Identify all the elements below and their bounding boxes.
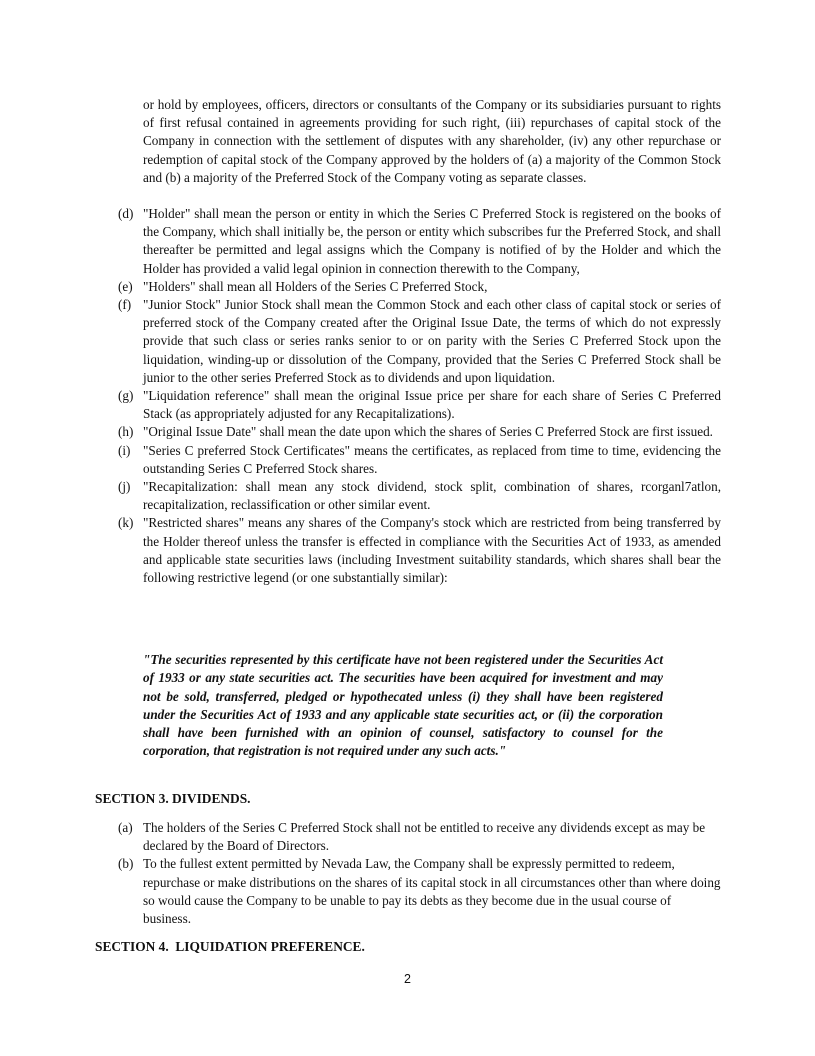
definition-label: (d) xyxy=(118,206,134,221)
definition-item xyxy=(118,514,721,587)
definition-label: (f) xyxy=(118,297,132,313)
definition-item xyxy=(118,205,721,278)
definition-item xyxy=(118,442,721,478)
definition-text: "Series C preferred Stock Certificates" means the certificates, as replaced from time to time, evidencing the outstanding Series C Preferred Stock shares. xyxy=(143,442,721,476)
definition-text: "Restricted shares" means any shares of the Company's stock which are restricted from being transferred by the Holder thereof unless the transfer is effected in compliance with the Securities Act of 1933, as amended and applicable state securities laws (including Investment suitability standards, which shares shall bear the following restrictive legend (or one substantially similar): xyxy=(143,515,721,586)
definition-label: (k) xyxy=(118,515,134,531)
dividend-item xyxy=(118,819,721,855)
definition-text: "Liquidation reference" shall mean the original Issue price per share for each share of Series C Preferred Stack (as appropriately adjusted for any Recapitalizations). xyxy=(143,388,721,422)
definition-label: (i) xyxy=(118,442,131,458)
page-number: 2 xyxy=(404,972,411,986)
dividends-list xyxy=(118,819,721,928)
definitions-list xyxy=(118,205,721,587)
restrictive-legend: "The securities represented by this certificate have not been registered under the Securities Act of 1933 or any state securities act. The securities have been acquired for investment and may not be sold, transferred, pledged or hypothecated unless (i) they shall have been registered under the Securities Act of 1933 and any applicable state securities act, or (ii) the corporation shall have been furnished with an opinion of counsel, satisfactory to counsel for the corporation, that registration is not required under any such acts." xyxy=(143,652,663,759)
definition-label: (e) xyxy=(118,278,133,294)
dividend-text: To the fullest extent permitted by Nevada Law, the Company shall be expressly permitted to redeem, repurchase or make distributions on the shares of its capital stock in all circumstances other than where doing so would cause the Company to be unable to pay its debts as they become due in the usual course of business. xyxy=(143,856,721,927)
definition-text: "Recapitalization: shall mean any stock dividend, stock split, combination of shares, rcorganl7atlon, recapitalization, reclassification or other similar event. xyxy=(143,479,721,513)
definition-label: (h) xyxy=(118,424,134,440)
definition-text: "Holders" shall mean all Holders of the Series C Preferred Stock, xyxy=(143,278,488,294)
intro-paragraph: or hold by employees, officers, directors or consultants of the Company or its subsidiaries pursuant to rights of first refusal contained in agreements providing for such right, (iii) repurchases of capital stock of the Company in connection with the settlement of disputes with any shareholder, (iv) any other repurchase or redemption of capital stock of the Company approved by the holders of (a) a majority of the Common Stock and (b) a majority of the Preferred Stock of the Company voting as separate classes. xyxy=(143,97,721,185)
definition-text: "Junior Stock" Junior Stock shall mean the Common Stock and each other class of capital stock or series of preferred stock of the Company created after the Original Issue Date, the terms of which do not expressly provide that such class or series ranks senior to or on parity with the Series C Preferred Stock upon the liquidation, winding-up or dissolution of the Company, provided that the Series C Preferred Stock shall be junior to the other series Preferred Stock as to dividends and upon liquidation. xyxy=(143,297,721,385)
definition-text: "Original Issue Date" shall mean the date upon which the shares of Series C Preferred Stock are first issued. xyxy=(143,424,713,440)
dividend-label: (a) xyxy=(118,820,133,835)
definition-item xyxy=(118,296,721,387)
section-3-heading: SECTION 3. DIVIDENDS. xyxy=(95,791,251,806)
definition-item xyxy=(118,387,721,423)
definition-label: (g) xyxy=(118,388,134,404)
dividend-text: The holders of the Series C Preferred Stock shall not be entitled to receive any dividends except as may be declared by the Board of Directors. xyxy=(143,820,706,854)
definition-text: "Holder" shall mean the person or entity in which the Series C Preferred Stock is registered on the books of the Company, which shall initially be, the person or entity which subscribes fur the Preferred Stock, and shall thereafter be permitted and legal assigns which the Company is notified of by the Holder and which the Holder has provided a valid legal opinion in connection therewith to the Company, xyxy=(143,206,721,276)
section-4-heading: SECTION 4. LIQUIDATION PREFERENCE. xyxy=(95,939,365,954)
dividend-label: (b) xyxy=(118,856,134,872)
definition-item xyxy=(118,423,721,441)
definition-item xyxy=(118,478,721,514)
dividend-item xyxy=(118,855,721,928)
definition-item xyxy=(118,278,721,296)
definition-label: (j) xyxy=(118,479,131,495)
